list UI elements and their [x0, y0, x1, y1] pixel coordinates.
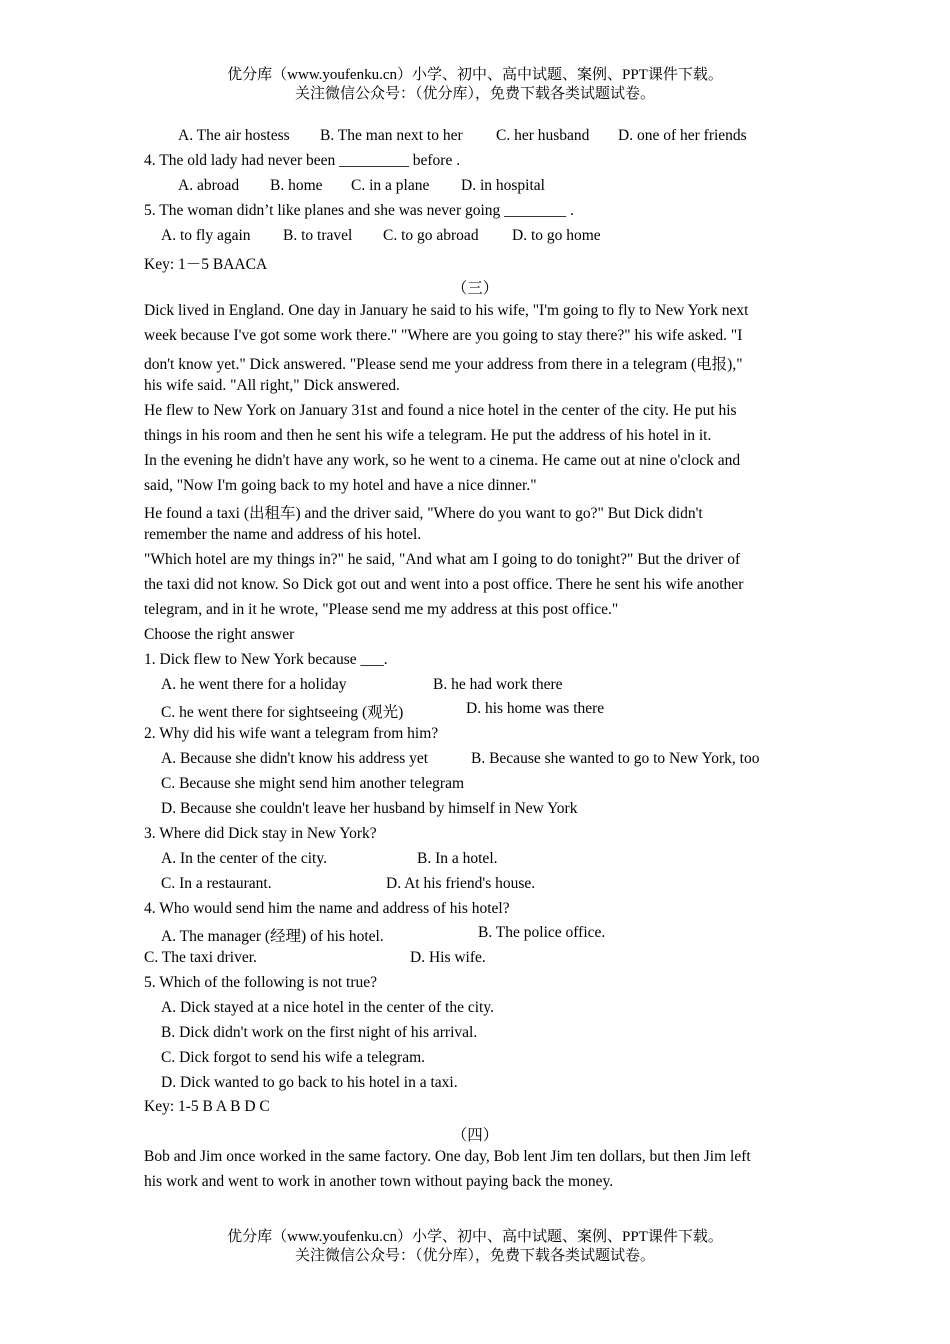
s2-q5-option-d: D. to go home: [512, 227, 601, 244]
s3-q3-option-d: D. At his friend's house.: [386, 875, 536, 892]
s2-q3-option-d: D. one of her friends: [618, 127, 747, 144]
s3-passage-line: telegram, and in it he wrote, "Please send me my address at this post office.": [144, 601, 619, 618]
s2-question-5: 5. The woman didn’t like planes and she was never going ________ .: [144, 202, 574, 219]
s4-passage-line: Bob and Jim once worked in the same factory. One day, Bob lent Jim ten dollars, but then Jim left: [144, 1148, 751, 1165]
s3-question-2: 2. Why did his wife want a telegram from him?: [144, 725, 439, 742]
page-footer: [0, 1228, 950, 1266]
s3-q3-option-b: B. In a hotel.: [417, 850, 498, 867]
s3-question-5: 5. Which of the following is not true?: [144, 974, 378, 991]
s3-q5-option-c: C. Dick forgot to send his wife a telegram.: [161, 1049, 426, 1066]
s2-question-4: 4. The old lady had never been _________ before .: [144, 152, 461, 169]
s3-q3-option-a: A. In the center of the city.: [161, 850, 327, 867]
s3-q4-option-a: A. The manager (经理) of his hotel.: [161, 928, 384, 945]
s3-passage-line: He found a taxi (出租车) and the driver said, "Where do you want to go?" But Dick didn't: [144, 505, 703, 522]
s3-passage-line: In the evening he didn't have any work, so he went to a cinema. He came out at nine o'clock and: [144, 452, 741, 469]
s3-q4-option-c: C. The taxi driver.: [144, 949, 257, 966]
s2-q3-option-c: C. her husband: [496, 127, 590, 144]
s2-q4-option-d: D. in hospital: [461, 177, 545, 194]
s2-q5-option-c: C. to go abroad: [383, 227, 479, 244]
s3-q3-option-c: C. In a restaurant.: [161, 875, 272, 892]
s2-q4-option-b: B. home: [270, 177, 323, 194]
s3-q1-option-c: C. he went there for sightseeing (观光): [161, 704, 404, 721]
s2-q4-option-a: A. abroad: [178, 177, 240, 194]
s3-q4-option-d: D. His wife.: [410, 949, 486, 966]
header-line-2: 关注微信公众号：（优分库），免费下载各类试题试卷。: [294, 86, 655, 102]
s3-passage-line: things in his room and then he sent his wife a telegram. He put the address of his hotel in it.: [144, 427, 712, 444]
s3-answer-key: Key: 1-5 B A B D C: [144, 1098, 270, 1115]
s3-passage-line: He flew to New York on January 31st and found a nice hotel in the center of the city. He put his: [144, 402, 737, 419]
header-line-1: 优分库（www.youfenku.cn）小学、初中、高中试题、案例、PPT课件下载。: [227, 67, 723, 83]
s3-q1-option-d: D. his home was there: [466, 700, 605, 717]
s3-q2-option-a: A. Because she didn't know his address yet: [161, 750, 429, 767]
s2-answer-key: Key: 1－5 BAACA: [144, 256, 268, 273]
s3-q2-option-b: B. Because she wanted to go to New York, too: [471, 750, 760, 767]
s4-passage-line: his work and went to work in another town without paying back the money.: [144, 1173, 614, 1190]
footer-line-2: 关注微信公众号：（优分库），免费下载各类试题试卷。: [294, 1248, 655, 1264]
s3-question-3: 3. Where did Dick stay in New York?: [144, 825, 377, 842]
s3-q4-option-b: B. The police office.: [478, 924, 606, 941]
s3-passage-line: week because I've got some work there." "Where are you going to stay there?" his wife asked. "I: [144, 327, 743, 344]
s3-q5-option-b: B. Dick didn't work on the first night of his arrival.: [161, 1024, 478, 1041]
s3-passage-line: his wife said. "All right," Dick answered.: [144, 377, 400, 394]
s3-q1-option-a: A. he went there for a holiday: [161, 676, 347, 693]
s3-passage-line: don't know yet." Dick answered. "Please send me your address from there in a telegram (电报),": [144, 356, 743, 373]
s3-passage-line: Dick lived in England. One day in January he said to his wife, "I'm going to fly to New York next: [144, 302, 749, 319]
s3-passage-line: said, "Now I'm going back to my hotel and have a nice dinner.": [144, 477, 537, 494]
s3-q5-option-a: A. Dick stayed at a nice hotel in the center of the city.: [161, 999, 494, 1016]
s3-question-4: 4. Who would send him the name and address of his hotel?: [144, 900, 510, 917]
s3-q1-option-b: B. he had work there: [433, 676, 563, 693]
s3-question-1: 1. Dick flew to New York because ___.: [144, 651, 388, 668]
s3-passage-line: the taxi did not know. So Dick got out and went into a post office. There he sent his wife another: [144, 576, 744, 593]
s3-passage-line: "Which hotel are my things in?" he said, "And what am I going to do tonight?" But the driver of: [144, 551, 741, 568]
section-3-heading: （三）: [451, 280, 499, 297]
s3-q2-option-c: C. Because she might send him another telegram: [161, 775, 465, 792]
s2-q5-option-b: B. to travel: [283, 227, 353, 244]
s3-instruction: Choose the right answer: [144, 626, 295, 643]
s3-passage-line: remember the name and address of his hotel.: [144, 526, 422, 543]
s2-q3-option-b: B. The man next to her: [320, 127, 463, 144]
s2-q5-option-a: A. to fly again: [161, 227, 251, 244]
s3-q5-option-d: D. Dick wanted to go back to his hotel in a taxi.: [161, 1074, 458, 1091]
page-header: [0, 66, 950, 104]
s3-q2-option-d: D. Because she couldn't leave her husband by himself in New York: [161, 800, 578, 817]
s2-q3-option-a: A. The air hostess: [178, 127, 290, 144]
section-4-heading: （四）: [451, 1127, 499, 1144]
footer-line-1: 优分库（www.youfenku.cn）小学、初中、高中试题、案例、PPT课件下载。: [227, 1229, 723, 1245]
s2-q4-option-c: C. in a plane: [351, 177, 430, 194]
